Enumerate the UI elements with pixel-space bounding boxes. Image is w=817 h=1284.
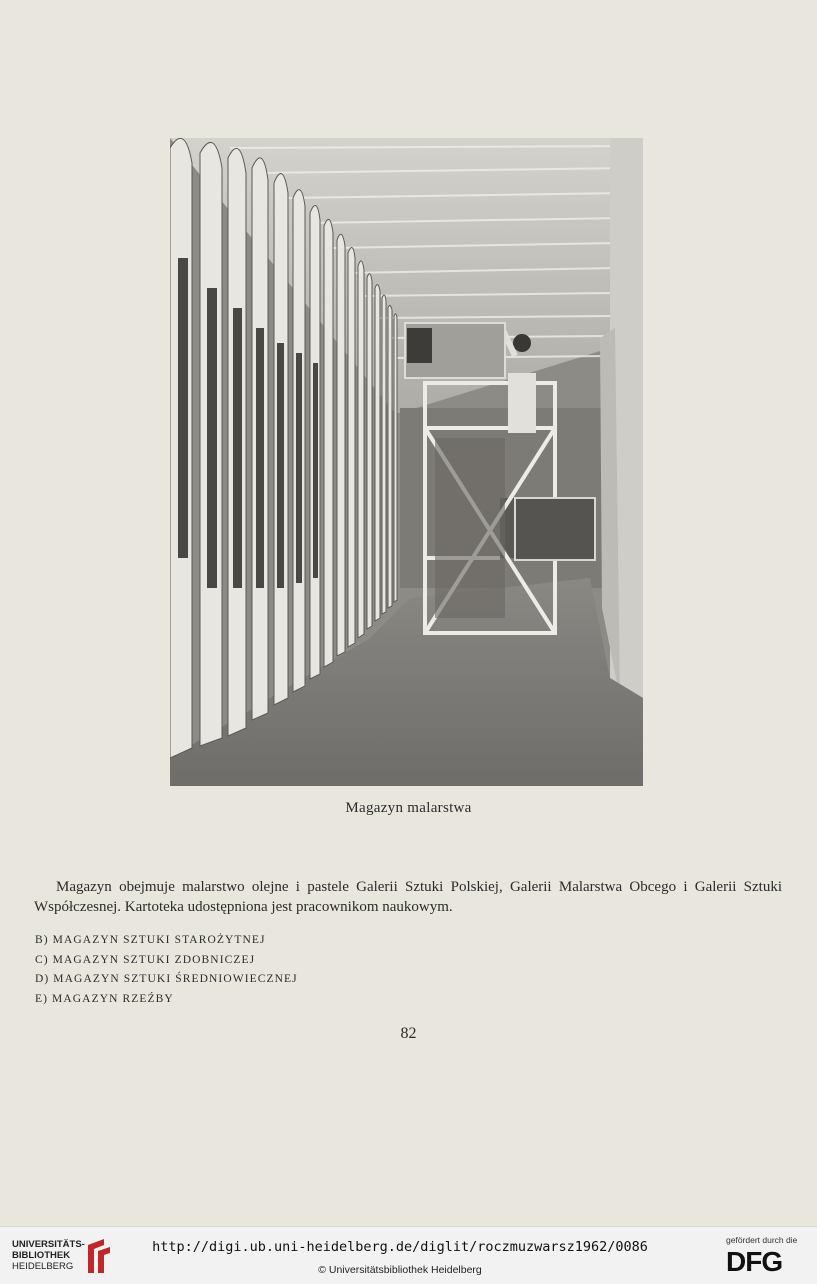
- institution-line-3: HEIDELBERG: [12, 1261, 74, 1272]
- library-footer: [0, 1226, 817, 1284]
- list-item: B) MAGAZYN SZTUKI STAROŻYTNEJ: [35, 934, 266, 946]
- figure-caption: Magazyn malarstwa: [345, 800, 472, 816]
- body-paragraph: Magazyn obejmuje malarstwo olejne i pastele Galerii Sztuki Polskiej, Galerii Malarstwa Obcego i Galerii Sztuki Współczesnej. Kartoteka udostępniona jest pracownikom naukowym.: [34, 879, 782, 915]
- dfg-logo: DFG: [726, 1246, 783, 1277]
- section-list: [35, 931, 298, 1009]
- copyright-notice: © Universitätsbibliothek Heidelberg: [318, 1264, 482, 1276]
- institution-line-2: BIBLIOTHEK: [12, 1250, 71, 1261]
- list-item: E) MAGAZYN RZEŹBY: [35, 992, 174, 1005]
- page-number: 82: [400, 1025, 417, 1042]
- funding-note: gefördert durch die: [726, 1235, 798, 1245]
- institution-line-1: UNIVERSITÄTS-: [12, 1239, 85, 1250]
- list-item: D) MAGAZYN SZTUKI ŚREDNIOWIECZNEJ: [35, 973, 298, 985]
- photo-illustration: [170, 138, 643, 786]
- permalink-url[interactable]: http://digi.ub.uni-heidelberg.de/diglit/roczmuzwarsz1962/0086: [152, 1239, 648, 1255]
- university-logo-icon: [82, 1237, 114, 1280]
- photograph-painting-storage: [170, 138, 643, 786]
- institution-name: [12, 1239, 85, 1272]
- list-item: C) MAGAZYN SZTUKI ZDOBNICZEJ: [35, 953, 256, 966]
